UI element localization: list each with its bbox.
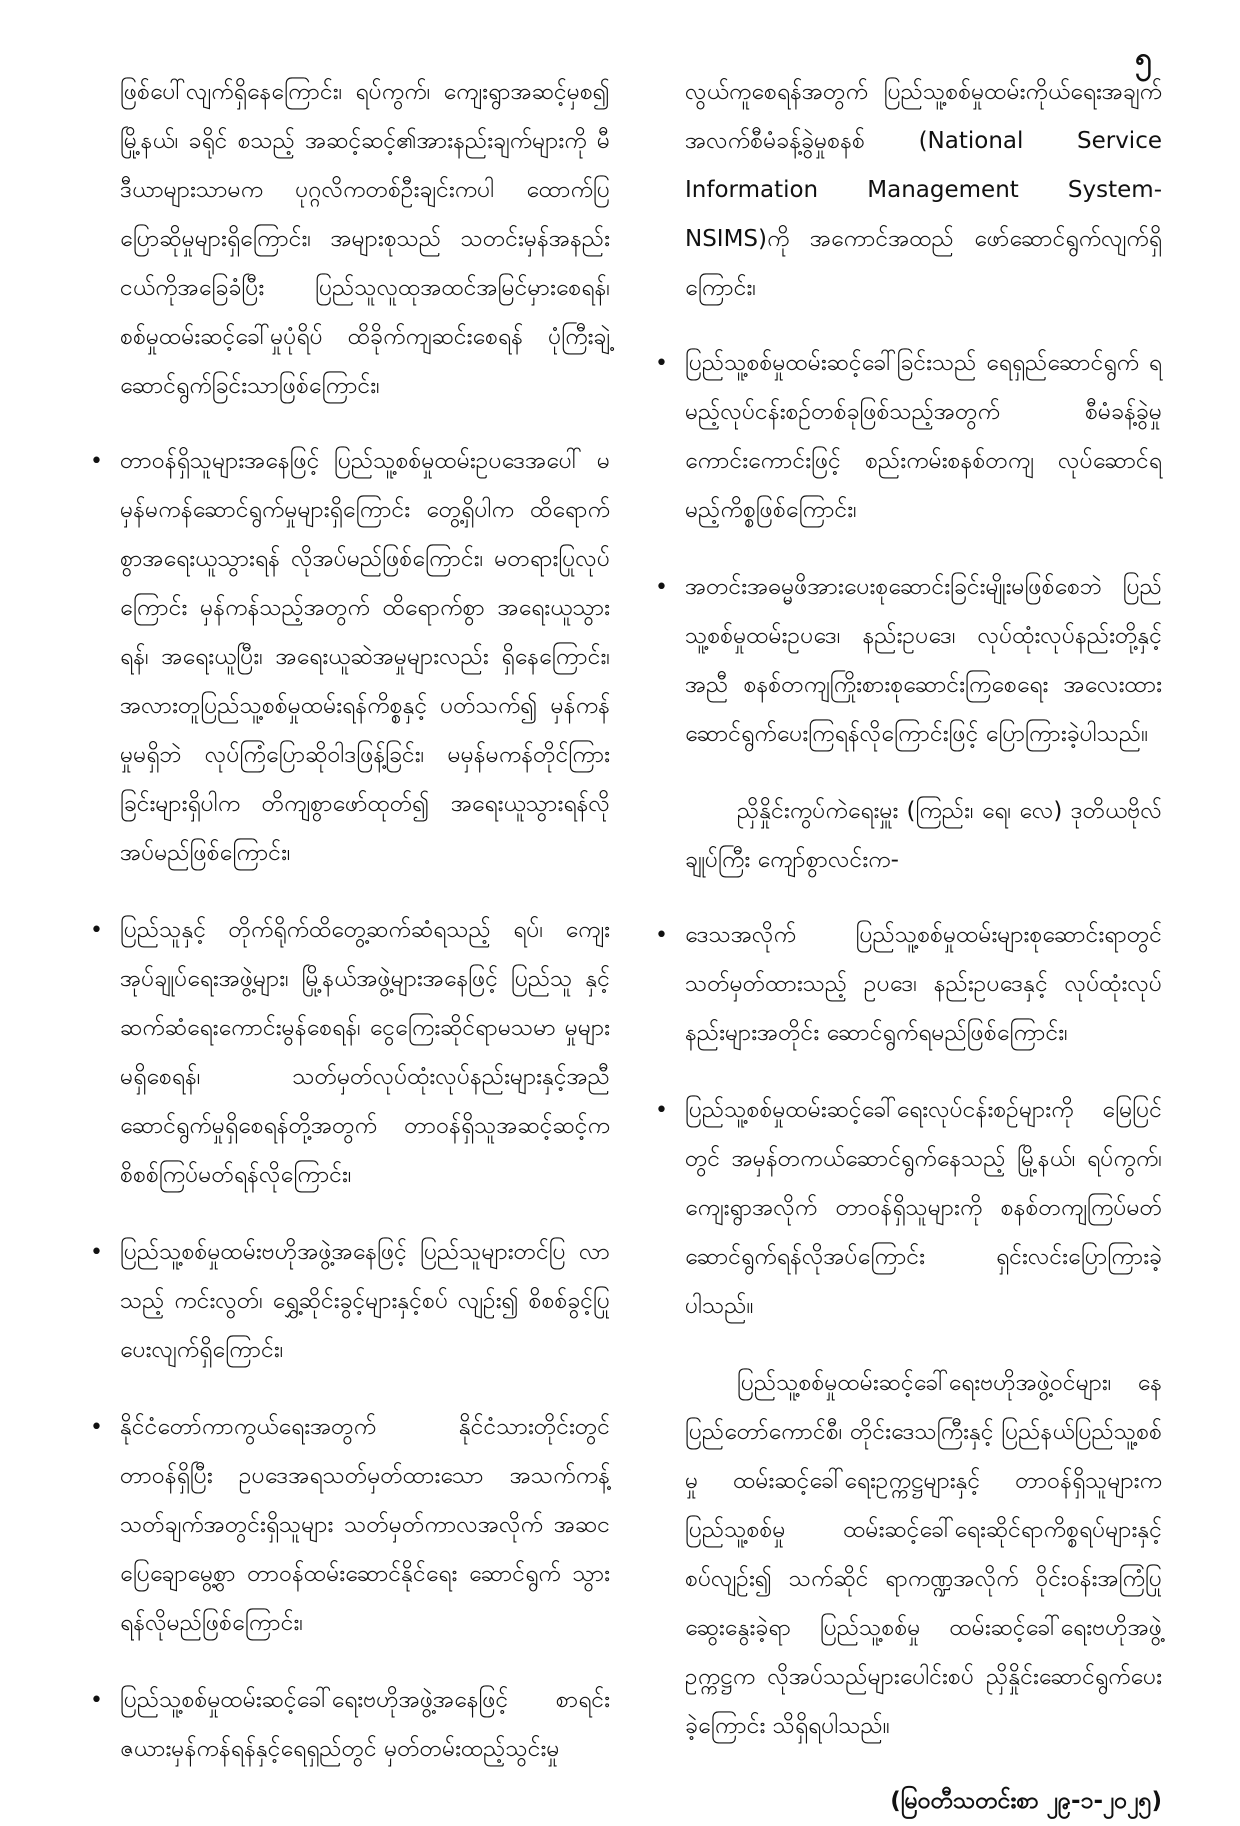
list-item — [90, 437, 610, 878]
list-item-text: ပြည်သူ့စစ်မှုထမ်းဆင့်ခေါ်ခြင်းသည် ရေရှည်ဆောင်ရွက် ရမည့်လုပ်ငန်းစဉ်တစ်ခုဖြစ်သည့်အတွက် စီမံခန့်ခွဲမှု ကောင်းကောင်းဖြင့် စည်းကမ်းစနစ်တကျ လုပ်ဆောင်ရ မည့်ကိစ္စဖြစ်ကြောင်း၊ — [685, 350, 1162, 523]
list-item — [655, 1086, 1162, 1331]
bullet-icon: • — [90, 918, 103, 943]
list-item — [90, 1403, 610, 1648]
list-item-text: ပြည်သူနှင့် တိုက်ရိုက်ထိတွေ့ဆက်ဆံရသည့် ရပ်၊ ကျေး အုပ်ချုပ်ရေးအဖွဲ့များ၊ မြို့နယ်အဖွဲ့များအနေဖြင့် ပြည်သူ နှင့်ဆက်ဆံရေးကောင်းမွန်စေရန်၊ ငွေကြေးဆိုင်ရာမသမာ မှုများမရှိစေရန်၊ သတ်မှတ်လုပ်ထုံးလုပ်နည်းများနှင့်အညီ ဆောင်ရွက်မှုရှိစေရန်တို့အတွက် တာဝန်ရှိသူအဆင့်ဆင့်က စိစစ်ကြပ်မတ်ရန်လိုကြောင်း၊ — [120, 917, 610, 1188]
bullet-icon: • — [90, 1415, 103, 1440]
bullet-icon: • — [655, 351, 668, 376]
list-item — [655, 339, 1162, 535]
bullet-icon: • — [655, 1098, 668, 1123]
closing-paragraph: ပြည်သူ့စစ်မှုထမ်းဆင့်ခေါ်ရေးဗဟိုအဖွဲ့ဝင်များ၊ နေ ပြည်တော်ကောင်စီ၊ တိုင်းဒေသကြီးနှင့် ပြည်နယ်ပြည်သူ့စစ်မှု ထမ်းဆင့်ခေါ်ရေးဥက္ကဋ္ဌများနှင့် တာဝန်ရှိသူများက ပြည်သူ့စစ်မှု ထမ်းဆင့်ခေါ်ရေးဆိုင်ရာကိစ္စရပ်များနှင့်စပ်လျဉ်း၍ သက်ဆိုင် ရာကဏ္ဍအလိုက် ဝိုင်းဝန်းအကြံပြုဆွေးနွေးခဲ့ရာ ပြည်သူ့စစ်မှု ထမ်းဆင့်ခေါ်ရေးဗဟိုအဖွဲ့ဥက္ကဋ္ဌက လိုအပ်သည်များပေါင်းစပ် ညှိနှိုင်းဆောင်ရွက်ပေးခဲ့ကြောင်း သိရှိရပါသည်။ — [685, 1370, 1162, 1739]
list-item — [90, 1676, 610, 1774]
bullet-icon: • — [655, 575, 668, 600]
list-item-text: ပြည်သူ့စစ်မှုထမ်းဆင့်ခေါ်ရေးလုပ်ငန်းစဉ်များကို မြေပြင် တွင် အမှန်တကယ်ဆောင်ရွက်နေသည့် မြို့နယ်၊ ရပ်ကွက်၊ ကျေးရွာအလိုက် တာဝန်ရှိသူများကို စနစ်တကျကြပ်မတ် ဆောင်ရွက်ရန်လိုအပ်ကြောင်း ရှင်းလင်းပြောကြားခဲ့ပါသည်။ — [685, 1097, 1162, 1319]
right-column — [655, 68, 1162, 1826]
list-item-text: ဒေသအလိုက် ပြည်သူ့စစ်မှုထမ်းများစုဆောင်းရာတွင် သတ်မှတ်ထားသည့် ဥပဒေ၊ နည်းဥပဒေနှင့် လုပ်ထုံးလုပ် နည်းများအတိုင်း ဆောင်ရွက်ရမည်ဖြစ်ကြောင်း၊ — [685, 922, 1162, 1046]
list-item — [90, 1228, 610, 1375]
page-number: ၅ — [1135, 41, 1152, 76]
source-citation: (မြဝတီသတင်းစာ ၂၉-၁-၂၀၂၅) — [890, 1788, 1162, 1814]
bullet-icon: • — [90, 1688, 103, 1713]
intro-paragraph: ဖြစ်ပေါ်လျက်ရှိနေကြောင်း၊ ရပ်ကွက်၊ ကျေးရွာအဆင့်မှစ၍ မြို့နယ်၊ ခရိုင် စသည့် အဆင့်ဆင့်၏အားနည်းချက်များကို မီဒီယာများသာမက ပုဂ္ဂလိကတစ်ဦးချင်းကပါ ထောက်ပြ ပြောဆိုမှုများရှိကြောင်း၊ အများစုသည် သတင်းမှန်အနည်း ငယ်ကိုအခြေခံပြီး ပြည်သူလူထုအထင်အမြင်မှားစေရန်၊ စစ်မှုထမ်းဆင့်ခေါ်မှုပုံရိပ် ထိခိုက်ကျဆင်းစေရန် ပုံကြီးချဲ့ ဆောင်ရွက်ခြင်းသာဖြစ်ကြောင်း၊ — [120, 79, 610, 399]
list-item — [655, 911, 1162, 1058]
speaker-paragraph: ညှိနှိုင်းကွပ်ကဲရေးမှူး (ကြည်း၊ ရေ၊ လေ) ဒုတိယဗိုလ် ချုပ်ကြီး ကျော်စွာလင်းက- — [685, 798, 1162, 873]
bullet-icon: • — [90, 1240, 103, 1265]
continuation-paragraph: လွယ်ကူစေရန်အတွက် ပြည်သူ့စစ်မှုထမ်းကိုယ်ရေးအချက် အလက်စီမံခန့်ခွဲမှုစနစ် (National Service Information Management System-NSIMS)ကို အကောင်အထည် ဖော်ဆောင်ရွက်လျက်ရှိကြောင်း၊ — [685, 79, 1162, 301]
list-item — [655, 563, 1162, 759]
list-item-text: အတင်းအဓမ္မဖိအားပေးစုဆောင်းခြင်းမျိုးမဖြစ်စေဘဲ ပြည် သူ့စစ်မှုထမ်းဥပဒေ၊ နည်းဥပဒေ၊ လုပ်ထုံးလုပ်နည်းတို့နှင့် အညီ စနစ်တကျကြိုးစားစုဆောင်းကြစေရေး အလေးထား ဆောင်ရွက်ပေးကြရန်လိုကြောင်းဖြင့် ပြောကြားခဲ့ပါသည်။ — [685, 574, 1162, 747]
left-column — [90, 68, 610, 1802]
list-item-text: တာဝန်ရှိသူများအနေဖြင့် ပြည်သူ့စစ်မှုထမ်းဥပဒေအပေါ် မမှန်မကန်ဆောင်ရွက်မှုများရှိကြောင်း တွေ့ရှိပါက ထိရောက်စွာအရေးယူသွားရန် လိုအပ်မည်ဖြစ်ကြောင်း၊ မတရားပြုလုပ်ကြောင်း မှန်ကန်သည့်အတွက် ထိရောက်စွာ အရေးယူသွားရန်၊ အရေးယူပြီး၊ အရေးယူဆဲအမှုများလည်း ရှိနေကြောင်း၊ အလားတူပြည်သူ့စစ်မှုထမ်းရန်ကိစ္စနှင့် ပတ်သက်၍ မှန်ကန်မှုမရှိဘဲ လုပ်ကြံပြောဆိုဝါဒဖြန့်ခြင်း၊ မမှန်မကန်တိုင်ကြားခြင်းများရှိပါက တိကျစွာဖော်ထုတ်၍ အရေးယူသွားရန်လိုအပ်မည်ဖြစ်ကြောင်း၊ — [120, 448, 610, 866]
bullet-icon: • — [655, 923, 668, 948]
list-item — [90, 906, 610, 1200]
list-item-text: နိုင်ငံတော်ကာကွယ်ရေးအတွက် နိုင်ငံသားတိုင်းတွင် တာဝန်ရှိပြီး ဥပဒေအရသတ်မှတ်ထားသော အသက်ကန့် သတ်ချက်အတွင်းရှိသူများ သတ်မှတ်ကာလအလိုက် အဆင ပြေချောမွေ့စွာ တာဝန်ထမ်းဆောင်နိုင်ရေး ဆောင်ရွက် သွားရန်လိုမည်ဖြစ်ကြောင်း၊ — [120, 1414, 610, 1636]
list-item-text: ပြည်သူ့စစ်မှုထမ်းဗဟိုအဖွဲ့အနေဖြင့် ပြည်သူများတင်ပြ လာသည့် ကင်းလွတ်၊ ရွှေ့ဆိုင်းခွင့်များနှင့်စပ် လျဉ်း၍ စိစစ်ခွင့်ပြုပေးလျက်ရှိကြောင်း၊ — [120, 1239, 610, 1363]
list-item-text: ပြည်သူ့စစ်မှုထမ်းဆင့်ခေါ်ရေးဗဟိုအဖွဲ့အနေဖြင့် စာရင်း ဇယားမှန်ကန်ရန်နှင့်ရေရှည်တွင် မှတ်တမ်းထည့်သွင်းမှု — [120, 1687, 610, 1762]
bullet-icon: • — [90, 449, 103, 474]
